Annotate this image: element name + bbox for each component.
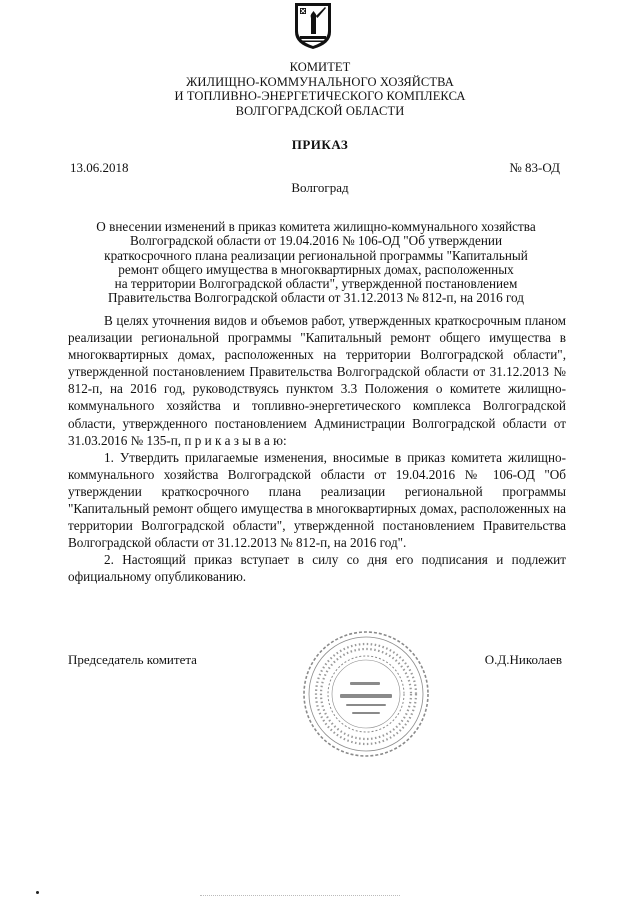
document-subject: [66, 220, 566, 306]
official-seal-icon: [300, 628, 432, 760]
scan-artifact: [36, 891, 39, 894]
issuer-header: [0, 60, 640, 118]
signer-name: О.Д.Николаев: [484, 652, 562, 667]
coat-of-arms-icon: [294, 2, 332, 50]
issuer-line: КОМИТЕТ: [289, 60, 351, 74]
subject-line: Правительства Волгоградской области от 31.12.2013 № 812-п, на 2016 год: [108, 290, 524, 306]
document-type: ПРИКАЗ: [291, 137, 349, 152]
document-city: Волгоград: [291, 180, 349, 195]
body-paragraph: В целях уточнения видов и объемов работ, утвержденных краткосрочным планом реализации региональной программы "Капитальный ремонт общего имущества в многоквартирных домах, расположенных на территории Волгоградской области", утвержденной постановлением Правительства Волгоградской области от 31.12.2013 № 812-п, на 2016 год, руководствуясь пунктом 3.3 Положения о комитете жилищно-коммунального хозяйства и топливно-энергетического комплекса Волгоградской области, утвержденного постановлением Администрации Волгоградской области от 31.03.2016 № 135-п, п р и к а з ы в а ю:: [68, 313, 566, 448]
signer-title: Председатель комитета: [68, 652, 197, 667]
subject-line: краткосрочного плана реализации региональной программы "Капитальный: [104, 247, 528, 263]
document-date: 13.06.2018: [70, 160, 129, 175]
subject-line: О внесении изменений в приказ комитета жилищно-коммунального хозяйства: [96, 219, 536, 234]
subject-line: на территории Волгоградской области", утвержденной постановлением: [114, 276, 518, 292]
document-body: [68, 312, 566, 586]
scan-artifact: [200, 895, 400, 897]
body-paragraph: 2. Настоящий приказ вступает в силу со дня его подписания и подлежит официальному опубликованию.: [68, 552, 566, 585]
issuer-line: ЖИЛИЩНО-КОММУНАЛЬНОГО ХОЗЯЙСТВА: [186, 74, 454, 89]
subject-line: Волгоградской области от 19.04.2016 № 106-ОД "Об утверждении: [130, 233, 502, 249]
subject-line: ремонт общего имущества в многоквартирных домах, расположенных: [118, 261, 514, 277]
issuer-line: ВОЛГОГРАДСКОЙ ОБЛАСТИ: [235, 103, 405, 118]
issuer-line: И ТОПЛИВНО-ЭНЕРГЕТИЧЕСКОГО КОМПЛЕКСА: [174, 89, 466, 103]
body-paragraph: 1. Утвердить прилагаемые изменения, вносимые в приказ комитета жилищно-коммунального хозяйства Волгоградской области от 19.04.2016 № 106-ОД "Об утверждении краткосрочного плана реализации региональной программы "Капитальный ремонт общего имущества в многоквартирных домах, расположенных на территории Волгоградской области", утвержденной постановлением Правительства Волгоградской области от 31.12.2013 № 812-п, на 2016 год".: [68, 449, 566, 551]
document-number: № 83-ОД: [509, 160, 560, 175]
